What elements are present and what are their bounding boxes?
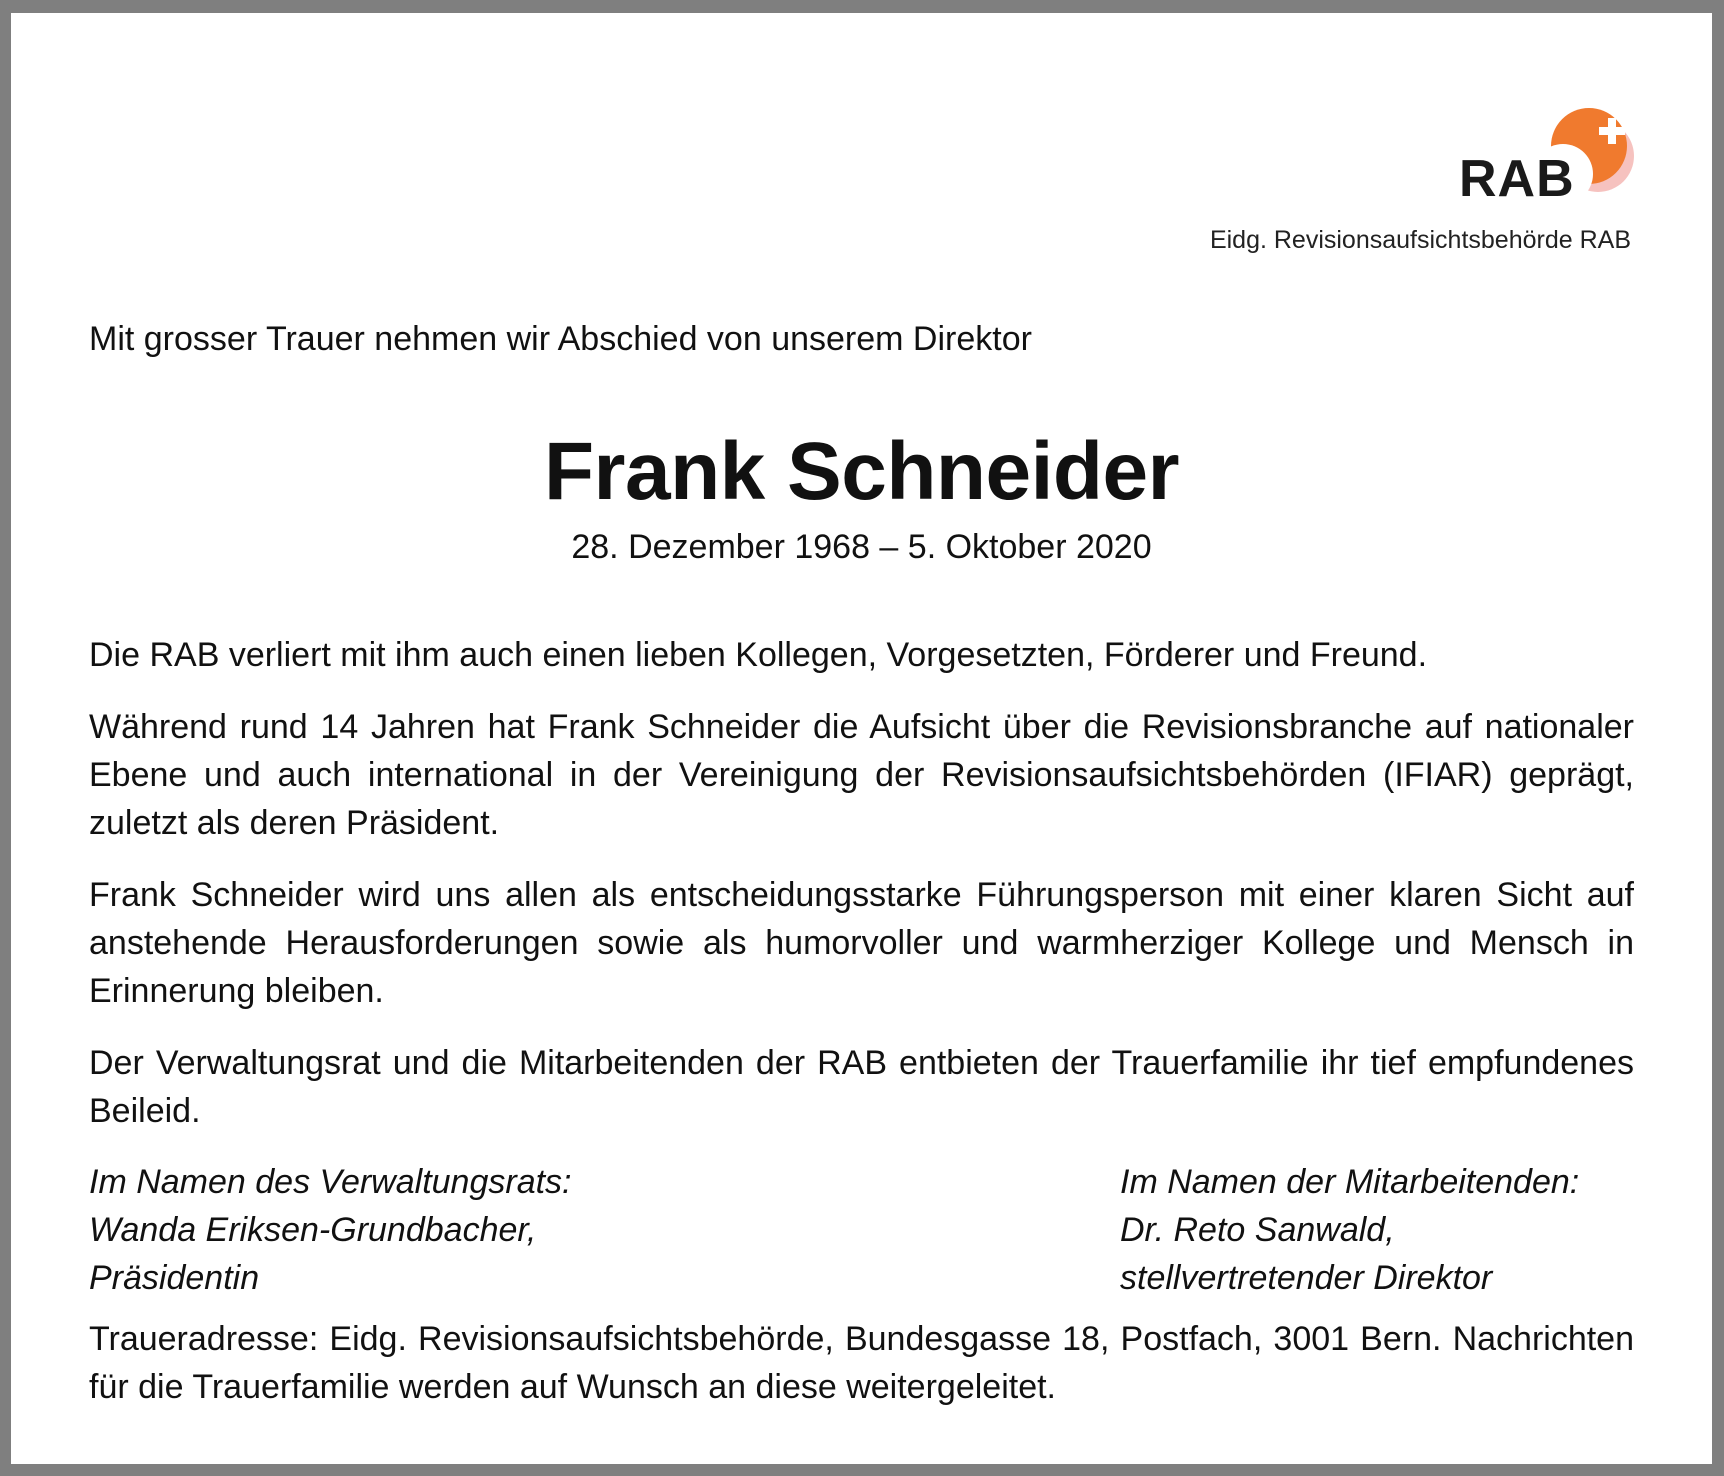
paragraph-1: Die RAB verliert mit ihm auch einen lieben Kollegen, Vorgesetzten, Förderer und Freund. <box>89 636 1428 674</box>
paragraph-3: Frank Schneider wird uns allen als entscheidungsstarke Führungsperson mit einer klaren Sicht auf anstehende Herausforderungen sowie als humorvoller und warmherziger Kollege und Mensch in Erinnerung bleiben. <box>89 876 1634 1010</box>
life-dates: 28. Dezember 1968 – 5. Oktober 2020 <box>571 528 1152 566</box>
obituary-page <box>11 13 1712 1464</box>
signature-board-name: Wanda Eriksen-Grundbacher, <box>89 1211 537 1249</box>
rab-logo <box>1451 88 1651 218</box>
signature-staff-heading: Im Namen der Mitarbeitenden: <box>1120 1163 1580 1201</box>
signature-staff-name: Dr. Reto Sanwald, <box>1120 1211 1395 1249</box>
mourning-address: Traueradresse: Eidg. Revisionsaufsichtsbehörde, Bundesgasse 18, Postfach, 3001 Bern. Nachrichten für die Trauerfamilie werden auf Wunsch an diese weitergeleitet. <box>89 1320 1634 1406</box>
signature-board-role: Präsidentin <box>89 1259 260 1297</box>
paragraph-4: Der Verwaltungsrat und die Mitarbeitenden der RAB entbieten der Trauerfamilie ihr tief empfundenes Beileid. <box>89 1044 1634 1130</box>
signature-board-heading: Im Namen des Verwaltungsrats: <box>89 1163 572 1201</box>
deceased-name: Frank Schneider <box>543 426 1180 517</box>
logo-cross-horizontal <box>1599 127 1625 135</box>
paragraph-2: Während rund 14 Jahren hat Frank Schneider die Aufsicht über die Revisionsbranche auf nationaler Ebene und auch international in der Vereinigung der Revisionsaufsichtsbehörden (IFIAR) geprägt, zuletzt als deren Präsident. <box>89 708 1634 842</box>
signature-board <box>89 1158 572 1302</box>
intro-text: Mit grosser Trauer nehmen wir Abschied von unserem Direktor <box>89 320 1032 358</box>
signature-staff <box>1120 1158 1579 1302</box>
organization-name: Eidg. Revisionsaufsichtsbehörde RAB <box>1209 226 1631 254</box>
signature-staff-role: stellvertretender Direktor <box>1120 1259 1493 1297</box>
logo-text: RAB <box>1459 150 1575 208</box>
